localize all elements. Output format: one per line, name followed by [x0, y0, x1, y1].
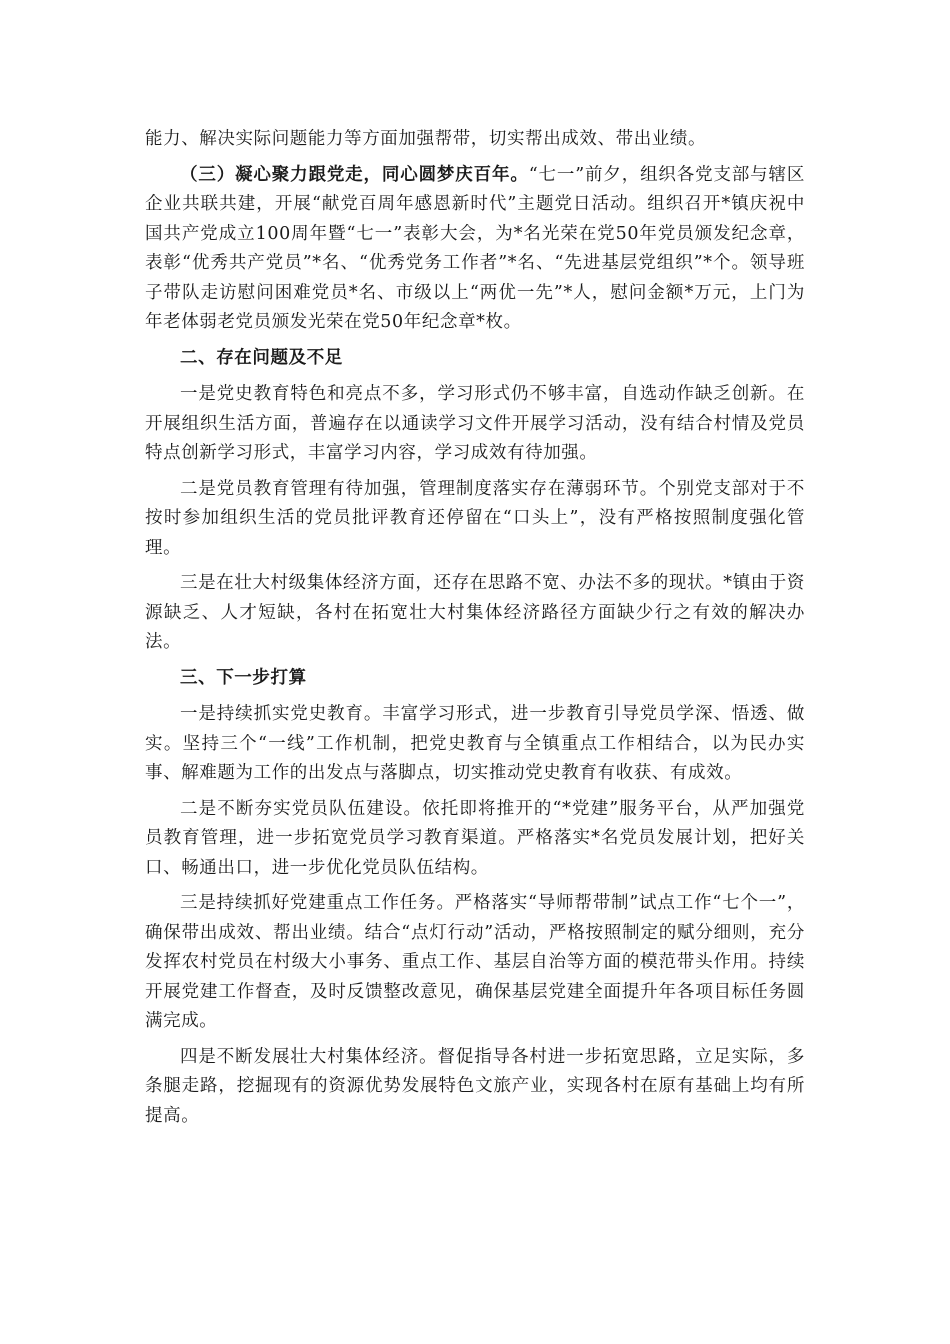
paragraph-lead: （三）凝心聚力跟党走，同心圆梦庆百年。	[180, 164, 529, 185]
plan-paragraph-3: 三是持续抓好党建重点工作任务。严格落实“导师帮带制”试点工作“七个一”，确保带出成效、帮出业绩。结合“点灯行动”活动，严格按照制定的赋分细则，充分发挥农村党员在村级大小事务、重点工作、基层自治等方面的模范带头作用。持续开展党建工作督查，及时反馈整改意见，确保基层党建全面提升年各项目标任务圆满完成。	[145, 893, 805, 1031]
document-body	[145, 125, 805, 1137]
section-heading-plans: 三、下一步打算	[180, 667, 307, 688]
plan-paragraph-4: 四是不断发展壮大村集体经济。督促指导各村进一步拓宽思路，立足实际，多条腿走路，挖掘现有的资源优势发展特色文旅产业，实现各村在原有基础上均有所提高。	[145, 1046, 805, 1126]
problem-paragraph-3: 三是在壮大村级集体经济方面，还存在思路不宽、办法不多的现状。*镇由于资源缺乏、人才短缺，各村在拓宽壮大村集体经济路径方面缺少行之有效的解决办法。	[145, 573, 805, 652]
problem-paragraph-1: 一是党史教育特色和亮点不多，学习形式仍不够丰富，自选动作缺乏创新。在开展组织生活方面，普遍存在以通读学习文件开展学习活动，没有结合村情及党员特点创新学习形式，丰富学习内容，学习成效有待加强。	[145, 384, 805, 463]
problem-paragraph-2: 二是党员教育管理有待加强，管理制度落实存在薄弱环节。个别党支部对于不按时参加组织生活的党员批评教育还停留在“口头上”，没有严格按照制度强化管理。	[145, 478, 805, 558]
continuation-paragraph: 能力、解决实际问题能力等方面加强帮带，切实帮出成效、带出业绩。	[145, 129, 707, 149]
plan-paragraph-1: 一是持续抓实党史教育。丰富学习形式，进一步教育引导党员学深、悟透、做实。坚持三个“一线”工作机制，把党史教育与全镇重点工作相结合，以为民办实事、解难题为工作的出发点与落脚点，切实推动党史教育有收获、有成效。	[145, 704, 805, 783]
section-heading-problems: 二、存在问题及不足	[180, 347, 343, 368]
plan-paragraph-2: 二是不断夯实党员队伍建设。依托即将推开的“*党建”服务平台，从严加强党员教育管理，进一步拓宽党员学习教育渠道。严格落实*名党员发展计划，把好关口、畅通出口，进一步优化党员队伍结构。	[145, 798, 805, 878]
paragraph-body: “七一”前夕，组织各党支部与辖区企业共联共建，开展“献党百周年感恩新时代”主题党日活动。组织召开*镇庆祝中国共产党成立100周年暨“七一”表彰大会，为*名光荣在党50年党员颁发纪念章，表彰“优秀共产党员”*名、“优秀党务工作者”*名、“先进基层党组织”*个。领导班子带队走访慰问困难党员*名、市级以上“两优一先”*人，慰问金额*万元，上门为年老体弱老党员颁发光荣在党50年纪念章*枚。	[145, 164, 805, 332]
paragraph-celebration	[145, 161, 805, 338]
